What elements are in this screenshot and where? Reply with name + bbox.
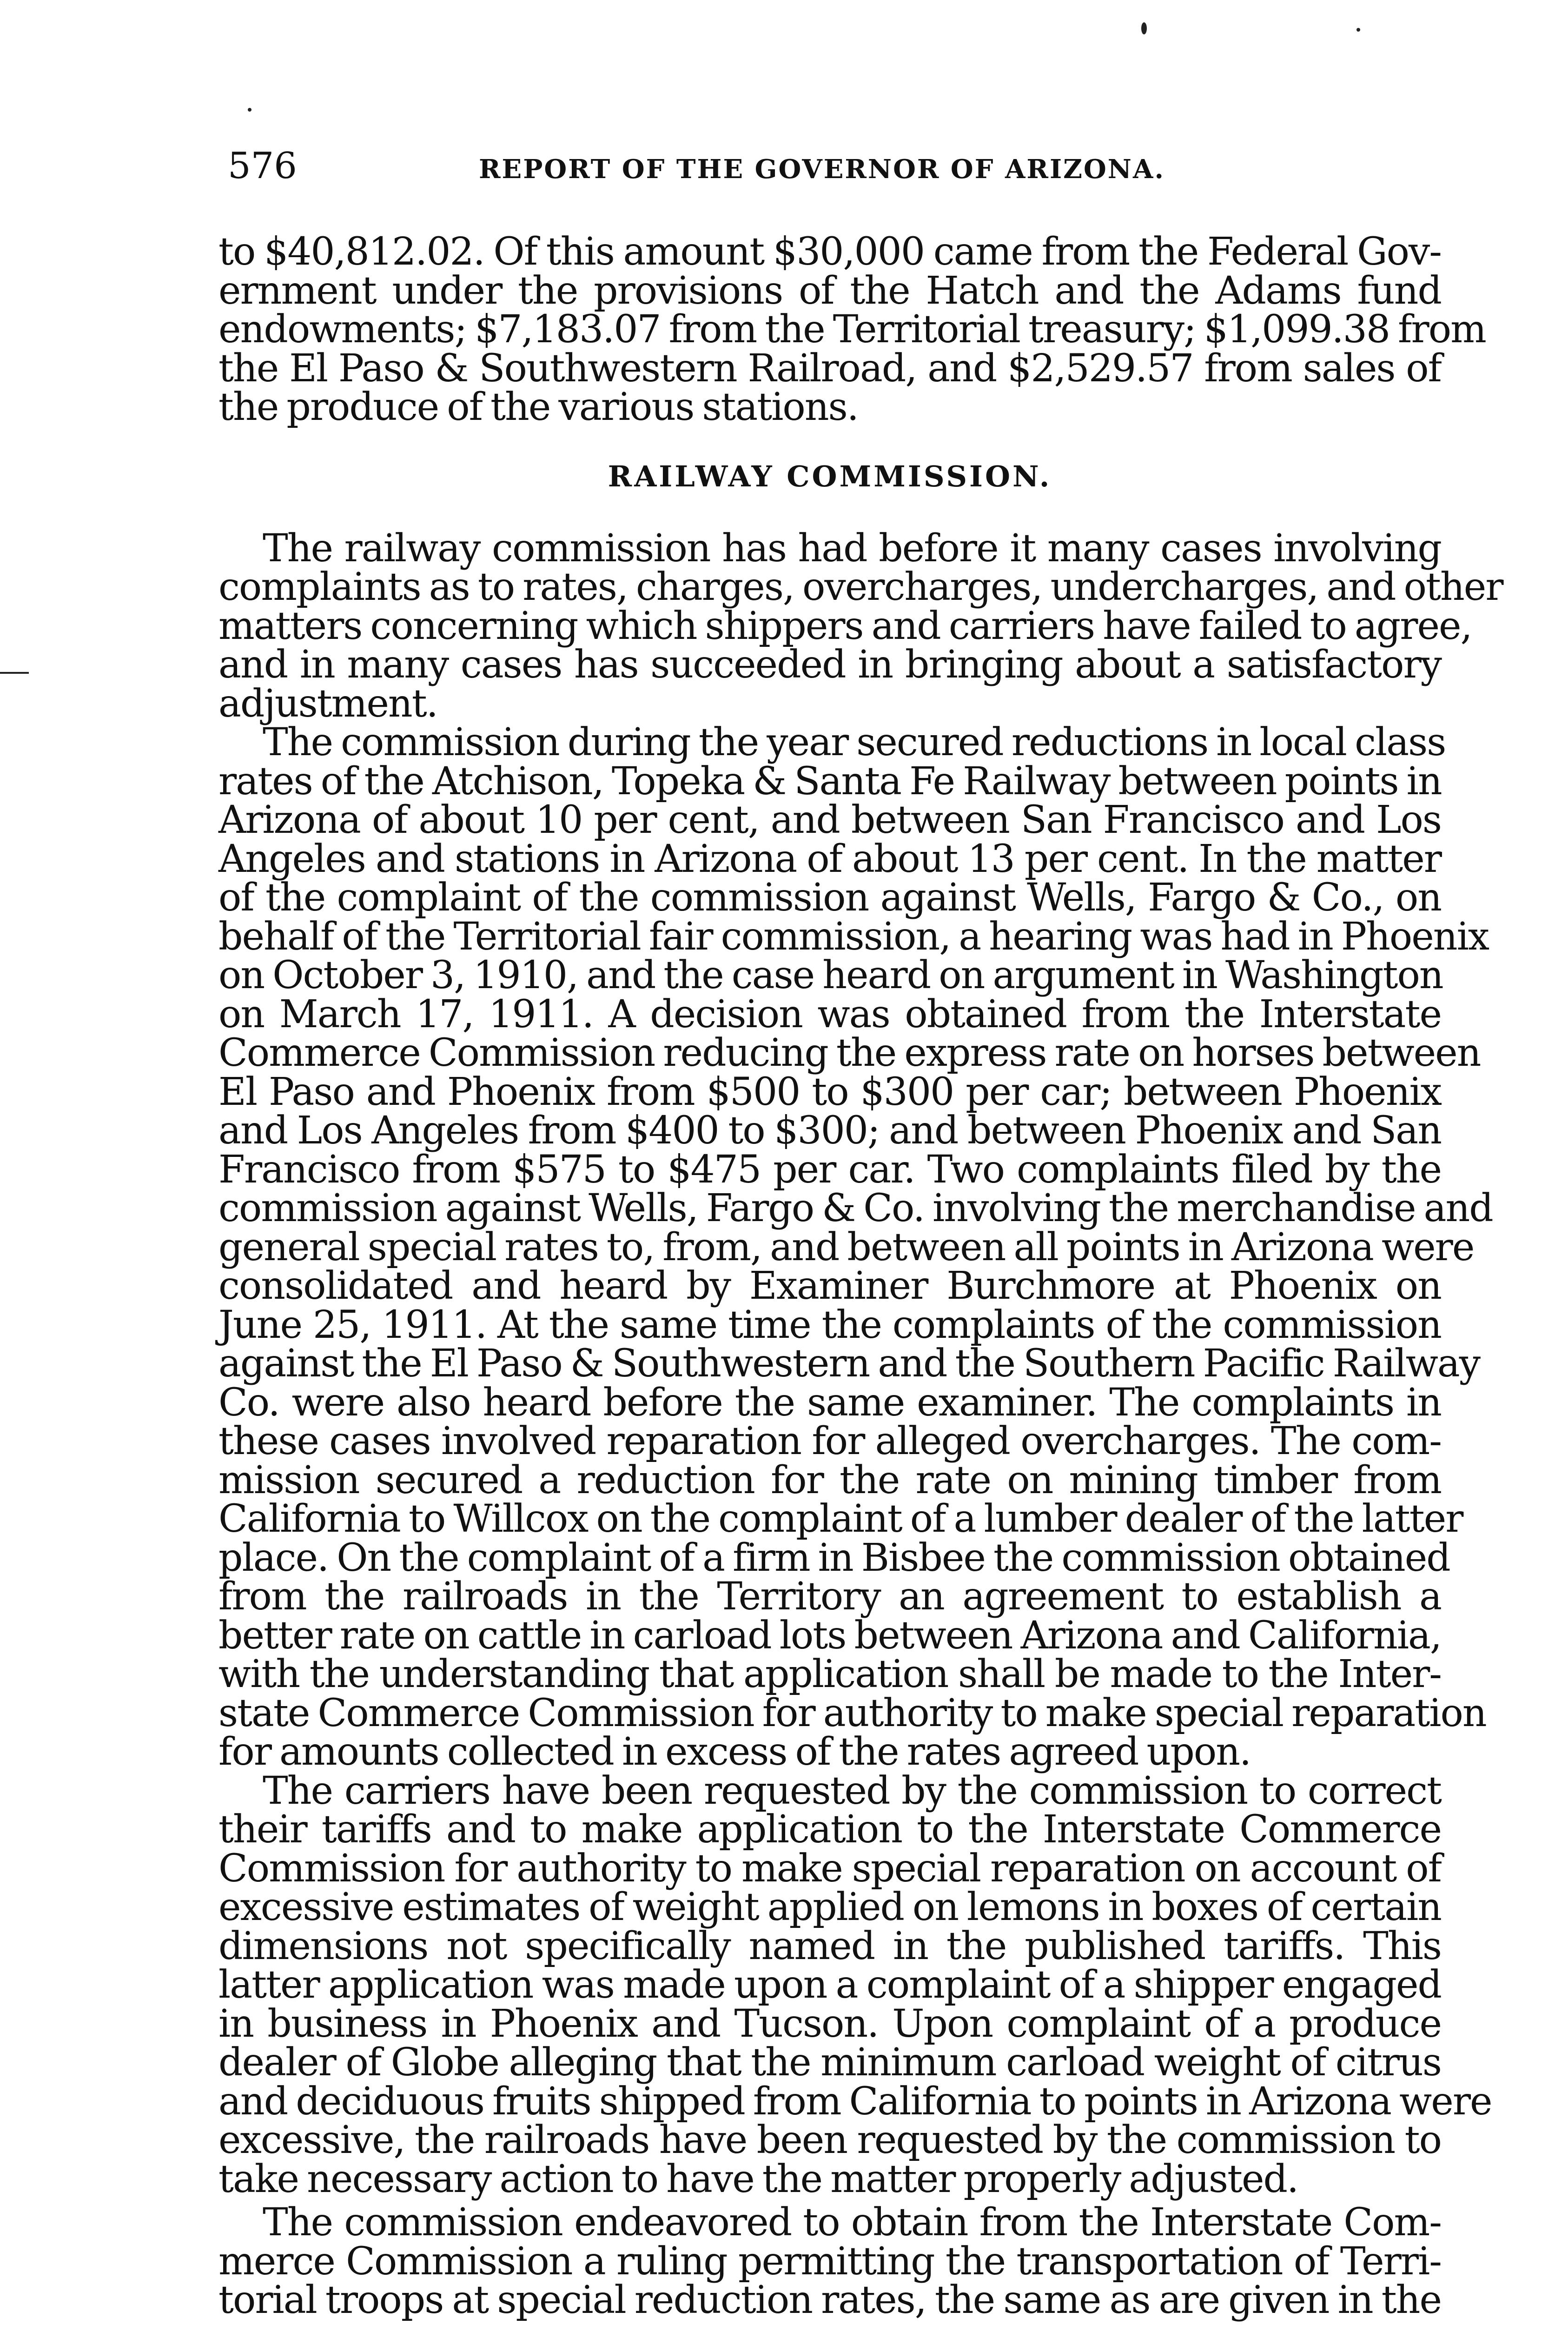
paragraph: [218, 720, 1493, 1774]
text-line: complaints as to rates, charges, overcharges, undercharges, and other: [218, 565, 1503, 609]
text-line: Angeles and stations in Arizona of about 13 per cent. In the matter: [218, 837, 1441, 881]
scan-speck: [1356, 28, 1360, 32]
paragraph: [218, 1768, 1492, 2201]
text-line: and in many cases has succeeded in bringing about a satisfactory: [218, 643, 1441, 687]
text-line: and Los Angeles from $400 to $300; and between Phoenix and San: [218, 1109, 1441, 1153]
text-line: their tariffs and to make application to the Interstate Commerce: [218, 1807, 1441, 1852]
text-line: dimensions not specifically named in the published tariffs. This: [218, 1924, 1441, 1968]
text-line: June 25, 1911. At the same time the complaints of the commission: [218, 1302, 1441, 1347]
text-line: better rate on cattle in carload lots between Arizona and California,: [218, 1613, 1441, 1658]
text-line: mission secured a reduction for the rate on mining timber from: [218, 1458, 1441, 1502]
page-header: [228, 145, 1446, 199]
text-line: the produce of the various stations.: [218, 385, 858, 429]
text-line: of the complaint of the commission against Wells, Fargo & Co., on: [218, 876, 1441, 920]
text-line: state Commerce Commission for authority to make special reparation: [218, 1691, 1486, 1735]
text-line: behalf of the Territorial fair commission, a hearing was had in Phoenix: [218, 914, 1489, 959]
text-line: rates of the Atchison, Topeka & Santa Fe Railway between points in: [218, 759, 1442, 804]
running-head: REPORT OF THE GOVERNOR OF ARIZONA.: [479, 154, 1165, 185]
text-line: place. On the complaint of a firm in Bisbee the commission obtained: [218, 1535, 1450, 1580]
text-line: consolidated and heard by Examiner Burchmore at Phoenix on: [218, 1264, 1441, 1308]
text-line: general special rates to, from, and between all points in Arizona were: [218, 1225, 1474, 1269]
text-line: dealer of Globe alleging that the minimum carload weight of citrus: [218, 2040, 1441, 2085]
text-line: adjustment.: [218, 681, 437, 726]
paragraph-continuation: [218, 230, 1486, 429]
body-text: [218, 230, 1503, 2322]
text-line: Francisco from $575 to $475 per car. Two complaints filed by the: [218, 1147, 1441, 1192]
text-line: The railway commission has had before it many cases involving: [263, 526, 1441, 571]
text-line: with the understanding that application shall be made to the Inter-: [218, 1652, 1441, 1696]
text-line: The commission endeavored to obtain from the Interstate Com-: [263, 2200, 1441, 2245]
text-line: The commission during the year secured reductions in local class: [263, 720, 1446, 764]
scan-speck: [1141, 22, 1147, 34]
text-line: Commerce Commission reducing the express rate on horses between: [218, 1031, 1481, 1075]
text-line: El Paso and Phoenix from $500 to $300 per car; between Phoenix: [218, 1070, 1441, 1114]
text-line: from the railroads in the Territory an agreement to establish a: [218, 1574, 1441, 1619]
page-number: 576: [228, 145, 297, 187]
text-line: ernment under the provisions of the Hatch and the Adams fund: [218, 268, 1441, 313]
text-line: California to Willcox on the complaint of a lumber dealer of the latter: [218, 1497, 1463, 1541]
text-line: on March 17, 1911. A decision was obtained from the Interstate: [218, 992, 1441, 1036]
text-line: commission against Wells, Fargo & Co. involving the merchandise and: [218, 1186, 1493, 1230]
text-line: excessive, the railroads have been requested by the commission to: [218, 2118, 1441, 2162]
scan-speck: [0, 672, 29, 674]
text-line: take necessary action to have the matter properly adjusted.: [218, 2157, 1298, 2201]
scan-speck: [248, 108, 251, 112]
text-line: to $40,812.02. Of this amount $30,000 came from the Federal Gov-: [218, 230, 1441, 274]
text-line: against the El Paso & Southwestern and the Southern Pacific Railway: [218, 1342, 1480, 1386]
text-line: matters concerning which shippers and carriers have failed to agree,: [218, 604, 1472, 648]
text-line: the El Paso & Southwestern Railroad, and $2,529.57 from sales of: [218, 346, 1441, 391]
text-line: Arizona of about 10 per cent, and between San Francisco and Los: [218, 798, 1441, 842]
paragraph: [218, 526, 1503, 726]
text-line: Co. were also heard before the same examiner. The complaints in: [218, 1380, 1441, 1425]
text-line: merce Commission a ruling permitting the transportation of Terri-: [218, 2239, 1441, 2284]
text-line: in business in Phoenix and Tucson. Upon complaint of a produce: [218, 2001, 1441, 2046]
text-line: these cases involved reparation for alleged overcharges. The com-: [218, 1419, 1441, 1463]
text-line: on October 3, 1910, and the case heard on argument in Washington: [218, 953, 1443, 997]
section-title: RAILWAY COMMISSION.: [608, 459, 1052, 493]
paragraph: [218, 2200, 1441, 2322]
text-line: latter application was made upon a complaint of a shipper engaged: [218, 1963, 1441, 2007]
text-line: torial troops at special reduction rates, the same as are given in the: [218, 2278, 1441, 2322]
text-line: The carriers have been requested by the commission to correct: [263, 1768, 1441, 1813]
text-line: excessive estimates of weight applied on lemons in boxes of certain: [218, 1885, 1441, 1929]
text-line: for amounts collected in excess of the rates agreed upon.: [218, 1730, 1251, 1774]
text-line: endowments; $7,183.07 from the Territorial treasury; $1,099.38 from: [218, 307, 1486, 352]
text-line: and deciduous fruits shipped from California to points in Arizona were: [218, 2079, 1492, 2124]
text-line: Commission for authority to make special reparation on account of: [218, 1846, 1441, 1891]
